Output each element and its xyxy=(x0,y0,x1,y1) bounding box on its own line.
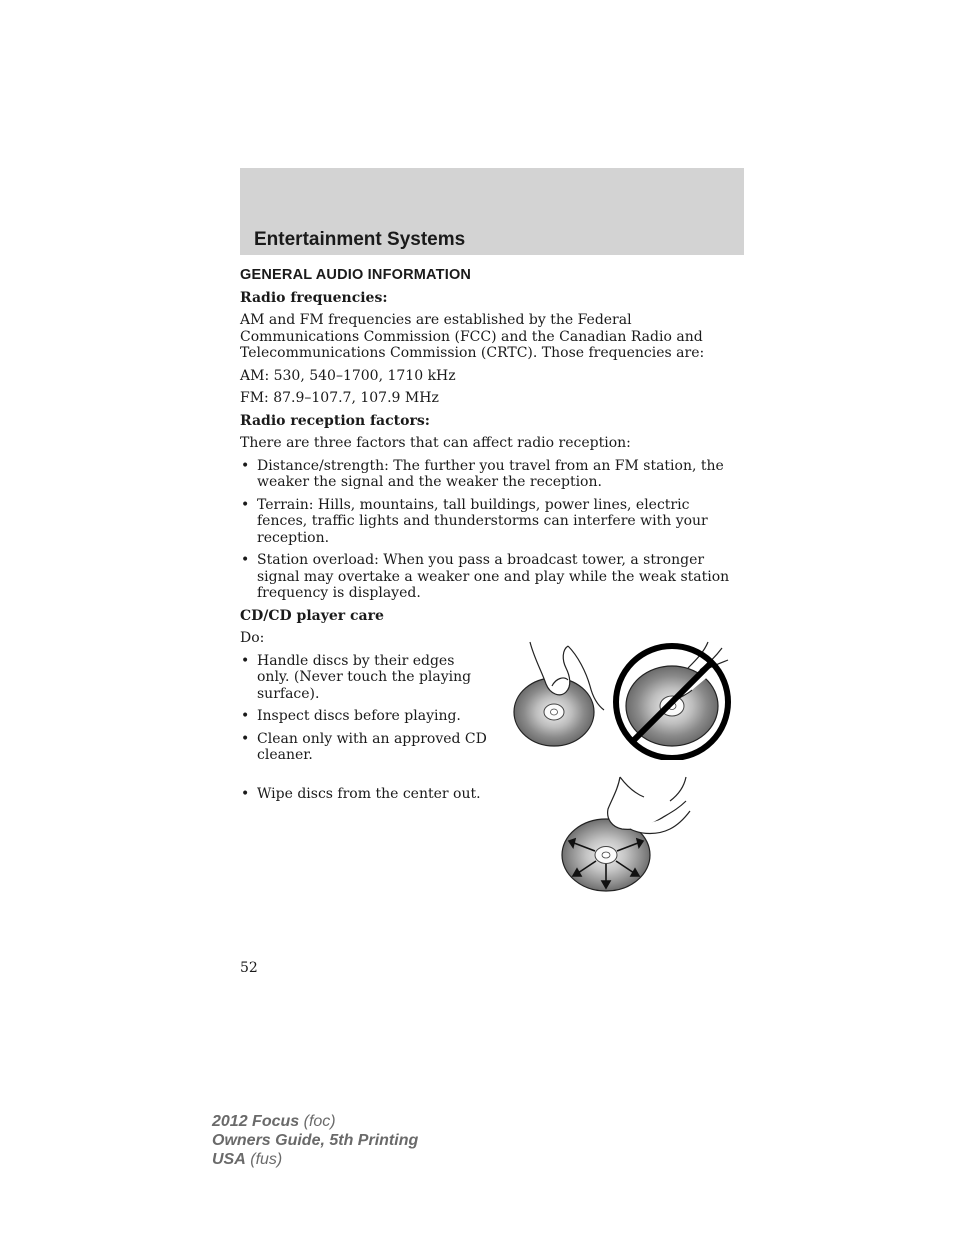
list-item xyxy=(240,731,490,764)
am-frequencies: AM: 530, 540–1700, 1710 kHz xyxy=(240,367,456,384)
list-item xyxy=(240,552,744,602)
chapter-title: Entertainment Systems xyxy=(254,229,466,250)
list-item-text: Station overload: When you pass a broadcast tower, a stronger signal may overtake a weaker one and play while the weak station frequency is displayed. xyxy=(257,552,730,601)
bullet: • xyxy=(241,708,250,724)
bullet: • xyxy=(241,785,250,802)
list-item xyxy=(240,458,744,491)
footer-model: 2012 Focus xyxy=(212,1113,300,1130)
cd-care-label: CD/CD player care xyxy=(240,607,384,624)
list-item xyxy=(240,653,490,703)
fm-frequencies: FM: 87.9–107.7, 107.9 MHz xyxy=(240,390,439,406)
cd-care-list xyxy=(240,653,490,764)
reception-factors-label: Radio reception factors: xyxy=(240,412,430,429)
do-label: Do: xyxy=(240,630,265,646)
list-item-text: Inspect discs before playing. xyxy=(257,708,461,724)
list-item xyxy=(240,708,490,725)
page-number: 52 xyxy=(240,960,258,976)
reception-intro: There are three factors that can affect radio reception: xyxy=(240,435,631,451)
footer-model-line xyxy=(212,1112,418,1131)
list-item-text: Terrain: Hills, mountains, tall buildings, power lines, electric fences, traffic lights and thunderstorms can interfere with your reception. xyxy=(257,496,708,546)
footer-region-code: (fus) xyxy=(250,1151,283,1168)
section-heading: GENERAL AUDIO INFORMATION xyxy=(240,267,472,283)
radio-frequencies-label: Radio frequencies: xyxy=(240,289,388,306)
footer-region: USA xyxy=(212,1151,246,1168)
bullet: • xyxy=(241,652,250,669)
radio-frequencies-intro: AM and FM frequencies are established by the Federal Communications Commission (FCC) and the Canadian Radio and Telecommunications Commission (CRTC). Those frequencies are: xyxy=(240,312,705,361)
reception-factors-list xyxy=(240,458,744,602)
section-header-band xyxy=(240,168,744,255)
list-item-text: Clean only with an approved CD cleaner. xyxy=(257,730,487,763)
list-item-text: Distance/strength: The further you travel from an FM station, the weaker the signal and the weaker the reception. xyxy=(257,457,724,490)
bullet: • xyxy=(241,552,250,568)
disc-handling-illustration xyxy=(512,638,732,760)
footer-guide-line xyxy=(212,1131,418,1150)
footer-guide: Owners Guide, 5th Printing xyxy=(212,1132,419,1149)
disc-wiping-illustration xyxy=(560,775,710,895)
list-item xyxy=(240,786,490,803)
bullet: • xyxy=(241,730,250,747)
footer-region-line xyxy=(212,1150,418,1169)
list-item xyxy=(240,497,744,547)
wipe-list xyxy=(240,786,490,803)
list-item-text: Handle discs by their edges only. (Never touch the playing surface). xyxy=(257,652,472,702)
bullet: • xyxy=(241,457,250,474)
footer-model-code: (foc) xyxy=(303,1113,336,1130)
hand-icon xyxy=(608,777,690,834)
list-item-text: Wipe discs from the center out. xyxy=(257,785,481,802)
document-footer xyxy=(212,1112,418,1169)
bullet: • xyxy=(241,496,250,513)
